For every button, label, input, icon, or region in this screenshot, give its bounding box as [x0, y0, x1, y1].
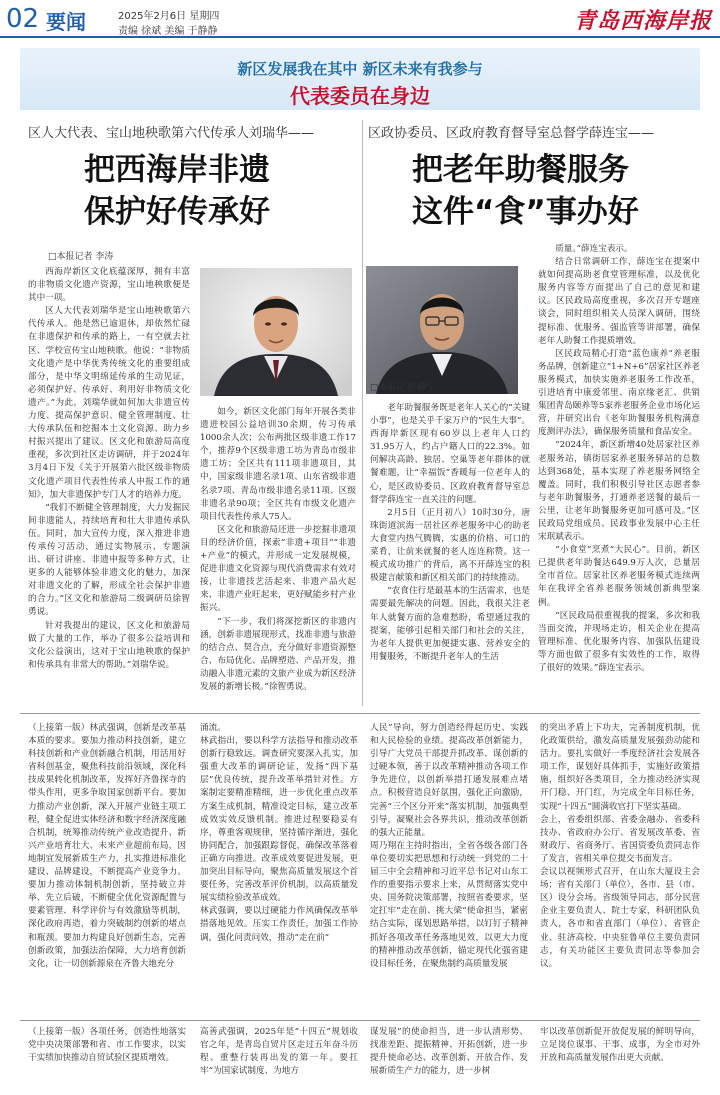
continued-article-col1: （上接第一版）林武强调，创新是改革基本质的要求。要加力推动科技创新，建立科技创新和产业创新融合机制，用活用好省科创基金，聚焦科技前沿领域，深化科技成果转化机制改革，发挥好齐鲁探寺的带头作用，更多争取国家创新平台。要加力推动产业创新，深入开展产业链主项工程，健全促进实体经济和数字经济深度融合机制，统筹推动传统产业改造提升、新兴产业培育壮大、未来产业超前布局，因地制宜发展新质生产力，扎实推进标准化建设、品牌建设，不断提高产业竞争力。要加力推动体制机制创新，坚持破立并举、先立后破，不断健全优化资源配置与要素管理、科学评价与有效激励等机制，深化政府再造，着力突破制约创新的堵点和瓶颈。要加力构建良好创新生态，完善创新政策，加强法治保障，大力培育创新文化，让一切创新源泉在齐鲁大地充分	[28, 723, 186, 969]
issue-date: 2025年2月6日 星期四	[118, 11, 220, 22]
continued-article-col3: 人民”导向，努力创造经得起历史、实践和人民检验的业绩。提高改革创新能力，引导广大党员干部提升抓改革、谋创新的过硬本领，善于以改革精神推动各项工作争先进位，以创新举措打通发展难点堵点。积极营造良好氛围，强化正向激励，完善“三个区分开来”落实机制，加强典型引导，凝聚社会各界共识，推动改革创新的强大正能量。 周乃翔在主持时指出，全省各级各部门各单位要切实把思想和行动统一到党的二十届三中全会精神和习近平总书记对山东工作的重要指示要求上来，从贯彻落实党中央、国务院决策部署，按照省委要求，坚定扛牢“走在前、挑大梁”使命担当，紧密结合实际，谋划思路举措，以钉钉子精神抓好各项改革任务落地见效，以更大力度的精神推动改革创新，锚定现代化强省建设目标任务，在聚焦制约高质量发展	[370, 723, 528, 969]
paragraph: “小食堂”烹煮“大民心”。目前，新区已提供老年助餐达649.9万人次，总量居全市首位。居家社区养老服务模式连续两年在我评全省养老服务领域创新典型案例。	[538, 545, 700, 608]
banner-title: 代表委员在身边	[290, 84, 430, 108]
paragraph: 老年助餐服务既是老年人关心的“关键小事”，也是关乎千家万户的“民生大事”。西海岸新区现有60岁以上老年人口约31.95万人，约占户籍人口的22.3%。如何解决高龄、独居、空巢等老年群体的就餐难题，让“幸福饭”香暖每一位老年人的心，是区政协委员、区政府教育督导室总督学薛连宝一直关注的问题。	[370, 403, 530, 505]
paragraph: 西海岸新区文化底蕴深厚，拥有丰富的非物质文化遗产资源，宝山地秧歌便是其中一项。	[28, 267, 190, 304]
paragraph: “区民政局很重视我的提案，多次和我当面交流，并现场走访，相关企业在提高管理标准、优化服务内容、加强队伍建设等方面也做了很多有实效性的工作，取得了很好的效果。”薛连宝表示。	[538, 610, 700, 673]
paragraph: 区文化和旅游局还进一步挖掘非遗项目的经济价值，探索“非遗+项目”“非遗+产业”的模式，并形成一定发展规模，促进非遗文化资源与现代消费需求有效对接，让非遗技艺活起来、非遗产品火起来、非遗产业旺起来，更好赋能乡村产业振兴。	[200, 524, 356, 614]
paragraph: 如今，新区文化部门每年开展各类非遗进校园公益培训30余期，传习传承1000余人次；公布两批区级非遗工作17个，推荐9个区级非遗工坊为青岛市级非遗工坊；全区共有111项非遗项目，其中，国家级非遗名录1项、山东省级非遗名录7项、青岛市级非遗名录11项、区级非遗名录90项；全区共有市级文化遗产项目代表性传承人75人。	[200, 407, 356, 522]
paragraph: “我们不断健全管理制度，大力发掘民间非遗能人，持续培育和壮大非遗传承队伍。同时，加大宣传力度，深入推进非遗传承传习活动，通过实物展示、专题演出、研讨讲座、非遗申报等多种方式，让更多的人能够体验非遗文化的魅力，加深对非遗文化的了解，形成全社会保护非遗的合力。”区文化和旅游局二级调研员徐智勇说。	[28, 502, 190, 618]
portrait-man-photo	[200, 268, 352, 396]
newspaper-masthead: 青岛西海岸报	[573, 8, 712, 34]
paragraph: 区人大代表刘瑞华是宝山地秧歌第六代传承人。他是然已逾退休，却依然忙碌在非遗保护和传承的路上，一有空就去社区、学校宣传宝山地秧歌。他说：“非物质文化遗产是中华优秀传统文化的重要组成部分，是中华文明绵延传承的生动见证，必须保护好、传承好、利用好非物质文化遗产。”为此，刘瑞华就如何加大非遗宣传力度、提高保护意识、健全管理制度、壮大传承队伍和挖掘本土文化资源、助力乡村振兴提出了建议。区文化和旅游局高度重视，多次到社区走访调研，并于2024年3月4日下发《关于开展第六批区级非物质文化遗产项目代表性传承人申报工作的通知》，加大非遗保护专门人才的培养力度。	[28, 306, 190, 500]
paragraph: 针对我提出的建议，区文化和旅游局做了大量的工作，举办了很多公益培训和文化公益演出，这对于宝山地秧歌的保护和传承具有非常大的帮助。”刘瑞华说。	[28, 620, 190, 670]
section-title: 要闻	[46, 10, 86, 34]
paragraph: “2024年，新区新增40处居家社区养老服务站，镇街居家养老服务驿站的总数达到368处，基本实现了养老服务网络全覆盖。同时，我们积极引导社区志愿者参与老年助餐服务，打通养老送餐的最后一公里，让老年助餐服务更加可感可及。”区民政局党组成员、民政事业发展中心主任宋珉斌表示。	[538, 440, 700, 543]
left-headline-line2: 保护好传承好	[84, 194, 270, 230]
paragraph: 质量。”薛连宝表示。	[555, 244, 633, 254]
right-headline-line1: 把老年助餐服务	[412, 152, 629, 188]
strip-article-col2: 高善武强调，2025年是“十四五”规划收官之年，是青岛自贸片区走过五年奋斗历程、重整行装再出发的第一年。要扛牢“为国家试制度、为地方	[200, 1027, 358, 1077]
right-kicker: 区政协委员、区政府教育督导室总督学薛连宝——	[368, 126, 655, 141]
continued-article-col2: 涌流。 林武指出，要以科学方法指导和推动改革创新行稳致远。调查研究要深入扎实，加强重大改革的调研论证，发扬“四下基层”优良传统，提升改革举措针对性。方案制定要精准精细，进一步优化重点改革方案生成机制，精准设定目标，建立改革成效实效反馈机制。推进过程要稳妥有序，尊重客观规律，坚持循序渐进，强化协同配合，加强跟踪督促，确保改革落着正确方向推进。改革成效要促进发展，更加突出目标导向，聚焦高质量发展这个首要任务，完善改革评价机制，以高质量发展实绩检验改革成效。 林武强调，要以过硬能力作风确保改革举措落地见效。压实工作责任，加强工作协调，强化问责问效，推动“走在前”	[200, 723, 358, 943]
portrait-man-photo	[366, 266, 518, 394]
right-article-col1	[370, 402, 530, 704]
page-header	[0, 0, 720, 38]
left-byline: □本报记者 李涛	[48, 252, 114, 262]
section-divider	[20, 1020, 700, 1021]
right-portrait-photo	[366, 266, 518, 394]
paragraph: 2月5日（正月初八）10时30分，唐珠街道滨海一居社区养老服务中心的助老大食堂内热气腾腾，实惠的价格、可口的菜肴，让前来就餐的老人连连称赞。这一模式成功推广的背后，离不开薛连宝的积极建言献策和新区相关部门的持续推动。	[370, 507, 530, 584]
left-article-col1	[28, 266, 190, 702]
left-kicker: 区人大代表、宝山地秧歌第六代传承人刘瑞华——	[28, 126, 315, 141]
paragraph: “下一步，我们将深挖新区的非遗内涵，创新非遗展现形式，找准非遗与旅游的结合点、契合点，充分做好非遗资源整合、布局优化、品牌塑造、产品开发，推动融入非遗元素的文旅产业成为新区经济发展的新增长极。”徐智勇说。	[200, 616, 356, 692]
left-headline-line1: 把西海岸非遗	[84, 152, 270, 188]
column-banner	[20, 48, 700, 110]
paragraph: 结合日常调研工作，薛连宝在提案中就如何提高助老食堂管理标准，以及优化服务内容等方面提出了自己的意见和建议。区民政局高度重视，多次召开专题座谈会，同时组织相关人员深入调研，围绕提标准、优服务、强监管等讲部署，确保老年人助餐工作提质增效。	[538, 257, 700, 346]
banner-slogan: 新区发展我在其中 新区未来有我参与	[237, 60, 483, 78]
left-article-col2	[200, 406, 356, 704]
page-number: 02	[6, 4, 40, 34]
right-article-col2	[538, 243, 700, 705]
right-byline: □本报记者 薛宁	[370, 383, 436, 393]
editors-line: 责编 徐斌 美编 于静静	[118, 26, 218, 37]
section-divider	[20, 713, 700, 714]
left-portrait-photo	[200, 268, 352, 396]
paragraph: 区民政局精心打造“蓝色康养”养老服务品牌，创新建立“1+N+6”居家社区养老服务模式，加快实施养老服务工作改革，引进培育中康爱邻里、南京缘老汇、供销集团青岛颐养等5家养老服务企业市场化运营，并研究出台《老年助餐服务机构满意度测评办法》，确保服务质量和食品安全。	[538, 348, 700, 438]
paragraph: “农食住行是最基本的生活需求，也是需要最先解决的问题。因此，我很关注老年人就餐方面的急难愁盼，希望通过我的提案，能够引起相关部门和社会的关注，为老年人提供更加便捷实惠、营养安全的用餐服务，不断提升老年人的生活	[370, 586, 530, 662]
strip-article-col1: （上接第一版）各项任务，创造性地落实党中央决策部署和省、市工作要求，以实干实绩加快推动自贸试验区提质增效。	[28, 1027, 186, 1064]
column-divider	[362, 120, 363, 706]
strip-article-col4: 牢以改革创新促开放促发展的鲜明导向，立足岗位谋事、干事、成事，为全市对外开放和高质量发展作出更大贡献。	[540, 1027, 700, 1064]
strip-article-col3: 谋发展”的使命担当，进一步认清形势、找准差距、提振精神、开拓创新，进一步提升使命必达、改革创新、开放合作、发展新质生产力的能力，进一步树	[370, 1027, 528, 1077]
right-headline-line2: 这件“食”事办好	[412, 194, 639, 230]
continued-article-col4: 的突出矛盾上下功夫，完善制度机制，优化政策供给，激发高质量发展强劲动能和活力。要扎实做好一季度经济社会发展各项工作，谋划好具体抓手，实施好政策措施，组织好各类项目，全力推动经济实现开门稳、开门红，为完成全年目标任务，实现“十四五”圆满收官打下坚实基础。 会上，省委组织部、省委金融办、省委科技办、省政府办公厅、省发展改革委、省财政厅、省商务厅、省国资委负责同志作了发言，省相关单位提交书面发言。 会议以视频形式召开，在山东大厦设主会场；省有关部门（单位），各市、县（市、区）设分会场。省级领导同志，部分民营企业主要负责人、院士专家，科研团队负责人，各市和省直部门（单位）、省管企业、驻济高校、中央驻鲁单位主要负责同志，有关功能区主要负责同志等参加会议。	[540, 723, 700, 969]
